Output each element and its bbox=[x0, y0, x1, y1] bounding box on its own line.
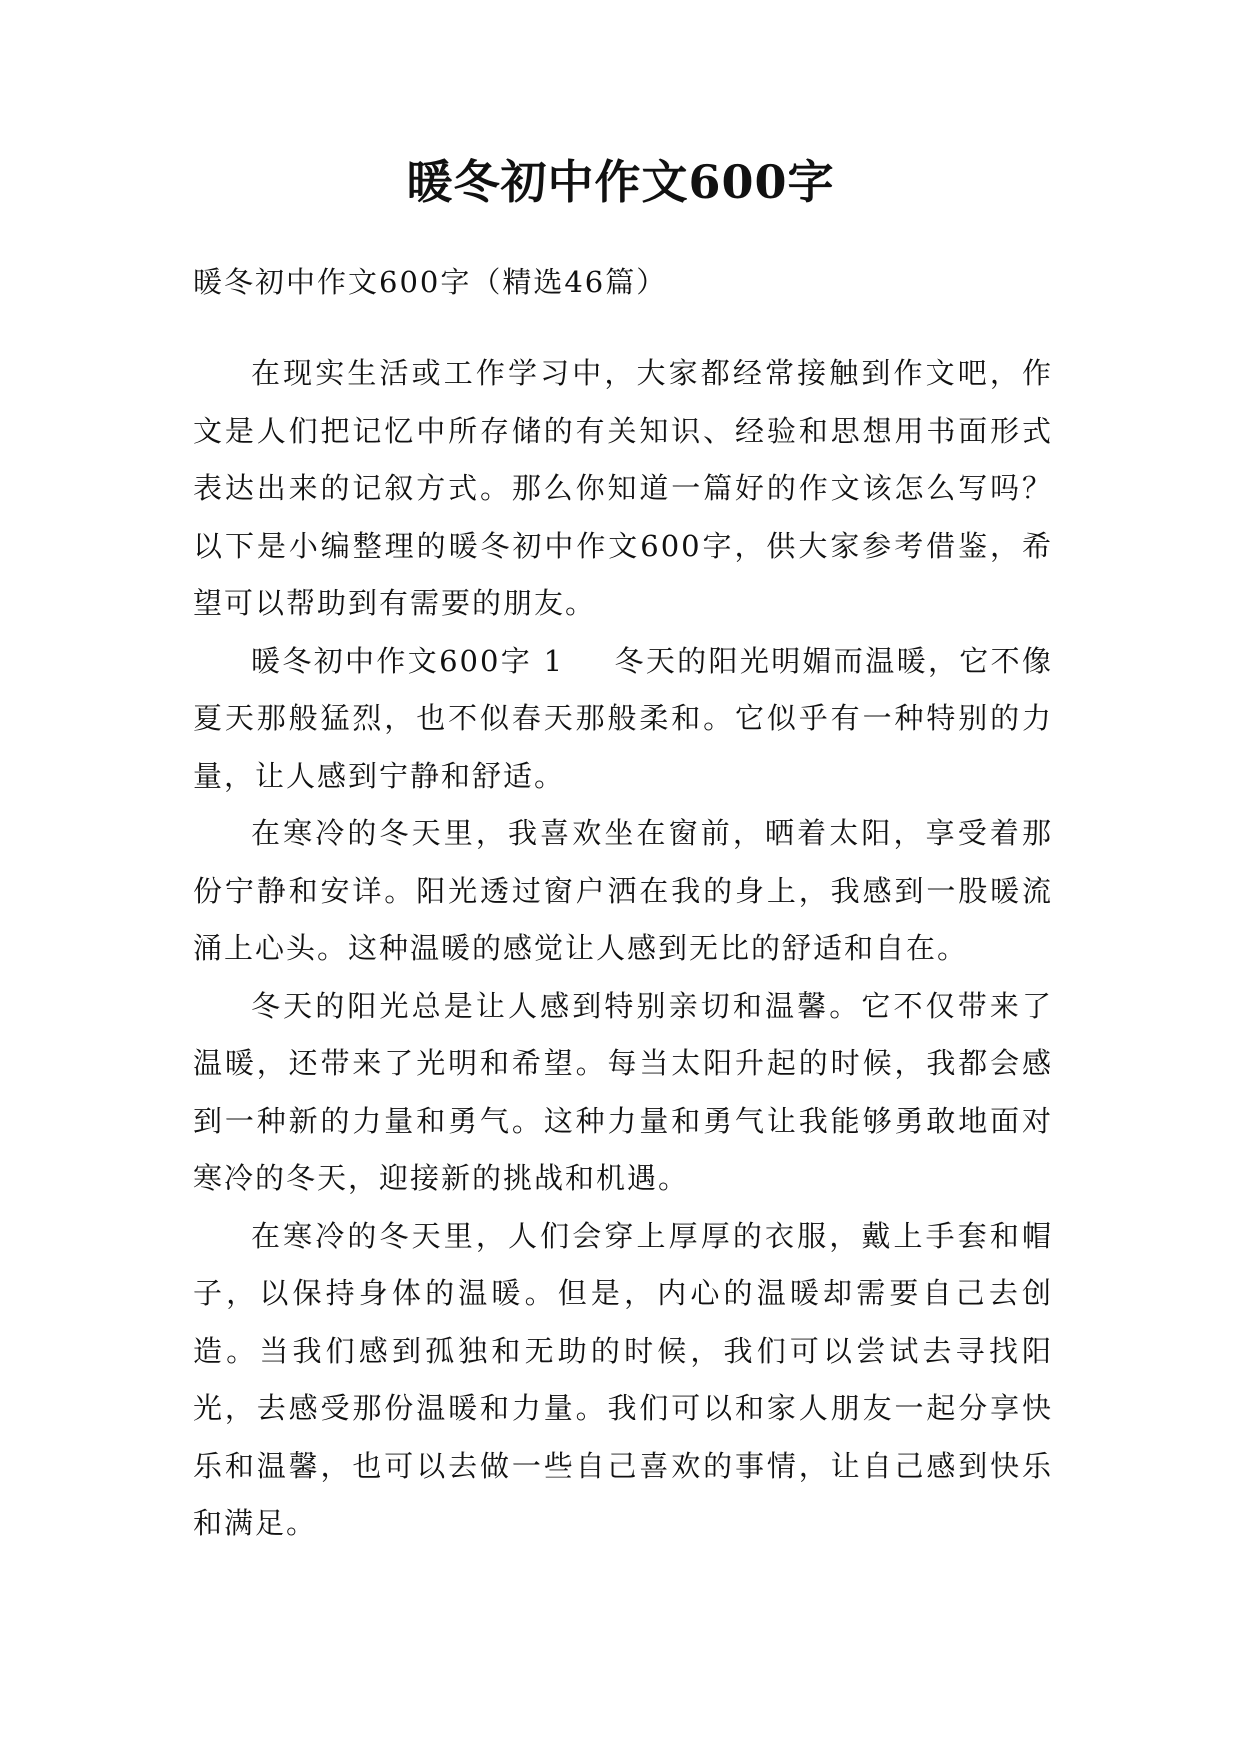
intro-paragraph: 在现实生活或工作学习中，大家都经常接触到作文吧，作文是人们把记忆中所存储的有关知识、经验和思想用书面形式表达出来的记叙方式。那么你知道一篇好的作文该怎么写吗？以下是小编整理的暖冬初中作文600字，供大家参考借鉴，希望可以帮助到有需要的朋友。 bbox=[193, 356, 1053, 620]
essay-heading: 暖冬初中作文600字 1 bbox=[251, 643, 565, 678]
essay-first-paragraph bbox=[193, 633, 1053, 806]
body-paragraph: 在寒冷的冬天里，我喜欢坐在窗前，晒着太阳，享受着那份宁静和安详。阳光透过窗户洒在我的身上，我感到一股暖流涌上心头。这种温暖的感觉让人感到无比的舒适和自在。 bbox=[193, 816, 1053, 965]
document-subtitle: 暖冬初中作文600字（精选46篇） bbox=[193, 265, 668, 299]
document-body bbox=[193, 345, 1053, 1553]
body-paragraph: 在寒冷的冬天里，人们会穿上厚厚的衣服，戴上手套和帽子，以保持身体的温暖。但是，内心的温暖却需要自己去创造。当我们感到孤独和无助的时候，我们可以尝试去寻找阳光，去感受那份温暖和力量。我们可以和家人朋友一起分享快乐和温馨，也可以去做一些自己喜欢的事情，让自己感到快乐和满足。 bbox=[193, 1218, 1053, 1540]
document-title: 暖冬初中作文600字 bbox=[406, 155, 835, 209]
essay-first-text: 冬天的阳光明媚而温暖，它不像夏天那般猛烈，也不似春天那般柔和。它似乎有一种特别的力量，让人感到宁静和舒适。 bbox=[193, 643, 1053, 793]
body-paragraph: 冬天的阳光总是让人感到特别亲切和温馨。它不仅带来了温暖，还带来了光明和希望。每当太阳升起的时候，我都会感到一种新的力量和勇气。这种力量和勇气让我能够勇敢地面对寒冷的冬天，迎接新的挑战和机遇。 bbox=[193, 988, 1053, 1195]
